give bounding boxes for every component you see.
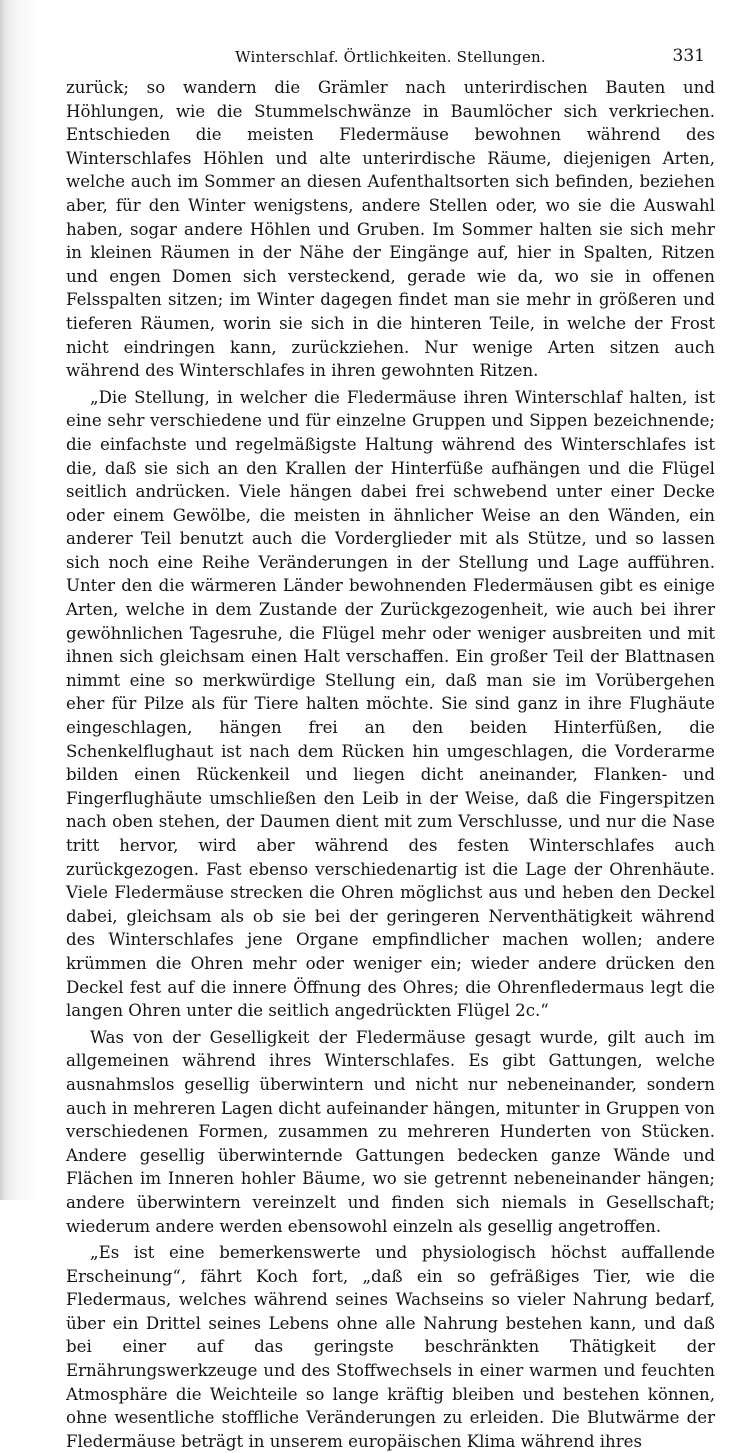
paragraph-continued: zurück; so wandern die Grämler nach unterirdischen Bauten und Höhlungen, wie die Stummelschwänze in Baumlöcher sich verkriechen. Entschieden die meisten Fledermäuse bewohnen während des Winterschlafes Höhlen und alte unterirdische Räume, diejenigen Arten, welche auch im Sommer an diesen Aufenthaltsorten sich befinden, beziehen aber, für den Winter wenigstens, andere Stellen oder, wo sie die Auswahl haben, sogar andere Höhlen und Gruben. Im Sommer halten sie sich mehr in kleinen Räumen in der Nähe der Eingänge auf, hier in Spalten, Ritzen und engen Domen sich versteckend, gerade wie da, wo sie in offenen Felsspalten sitzen; im Winter dagegen findet man sie mehr in größeren und tieferen Räumen, worin sie sich in die hinteren Teile, in welche der Frost nicht eindringen kann, zurückziehen. Nur wenige Arten sitzen auch während des Winterschlafes in ihren gewohnten Ritzen. (66, 78, 715, 381)
paragraph-quote-koch: „Es ist eine bemerkenswerte und physiologisch höchst auffallende Erscheinung“, fährt Koch fort, „daß ein so gefräßiges Tier, wie die Fledermaus, welches während seines Wachseins so vieler Nahrung bedarf, über ein Drittel seines Lebens ohne alle Nahrung bestehen kann, und daß bei einer auf das geringste beschränkten Thätigkeit der Ernährungswerkzeuge und des Stoffwechsels in einer warmen und feuchten Atmosphäre die Weichteile so lange kräftig bleiben und bestehen können, ohne wesentliche stoffliche Veränderungen zu erleiden. Die Blutwärme der Fledermäuse beträgt in unserem europäischen Klima während ihres (66, 1243, 715, 1451)
page-number: 331 (672, 46, 705, 66)
running-head (66, 44, 715, 74)
running-title: Winterschlaf. Örtlichkeiten. Stellungen. (235, 48, 546, 66)
paragraph-geselligkeit: Was von der Geselligkeit der Fledermäuse gesagt wurde, gilt auch im allgemeinen während ihres Winterschlafes. Es gibt Gattungen, welche ausnahmslos gesellig überwintern und nicht nur nebeneinander, sondern auch in mehreren Lagen dicht aufeinander hängen, mitunter in Gruppen von verschiedenen Formen, zusammen zu mehreren Hunderten von Stücken. Andere gesellig überwinternde Gattungen bedecken ganze Wände und Flächen im Inneren hohler Bäume, wo sie getrennt nebeneinander hängen; andere überwintern vereinzelt und finden sich niemals in Gesellschaft; wiederum andere werden ebensowohl einzeln als gesellig angetroffen. (66, 1027, 715, 1236)
paragraph-quote-stellung: „Die Stellung, in welcher die Fledermäuse ihren Winterschlaf halten, ist eine sehr verschiedene und für einzelne Gruppen und Sippen bezeichnende; die einfachste und regelmäßigste Haltung während des Winterschlafes ist die, daß sie sich an den Krallen der Hinterfüße aufhängen und die Flügel seitlich andrücken. Viele hängen dabei frei schwebend unter einer Decke oder einem Gewölbe, die meisten in ähnlicher Weise an den Wänden, ein anderer Teil benutzt auch die Vorderglieder mit als Stütze, und so lassen sich noch eine Reihe Veränderungen in der Stellung und Lage aufführen. Unter den die wärmeren Länder bewohnenden Fledermäusen gibt es einige Arten, welche in dem Zustande der Zurückgezogenheit, wie auch bei ihrer gewöhnlichen Tagesruhe, die Flügel mehr oder weniger ausbreiten und mit ihnen sich gleichsam einen Halt verschaffen. Ein großer Teil der Blattnasen nimmt eine so merkwürdige Stellung ein, daß man sie im Vorübergehen eher für Pilze als für Tiere halten möchte. Sie sind ganz in ihre Flughäute eingeschlagen, hängen frei an den beiden Hinterfüßen, die Schenkelflughaut ist nach dem Rücken hin umgeschlagen, die Vorderarme bilden einen Rückenkeil und liegen dicht aneinander, Flanken- und Fingerflughäute umschließen den Leib in der Weise, daß die Fingerspitzen nach oben stehen, der Daumen dient mit zum Verschlusse, und nur die Nase tritt hervor, wird aber während des festen Winterschlafes auch zurückgezogen. Fast ebenso verschiedenartig ist die Lage der Ohrenhäute. Viele Fledermäuse strecken die Ohren möglichst aus und heben den Deckel dabei, gleichsam als ob sie bei der geringeren Nerventhätigkeit während des Winterschlafes jene Organe empfindlicher machen wollen; andere krümmen die Ohren mehr oder weniger ein; wieder andere drücken den Deckel fest auf die innere Öffnung des Ohres; die Ohrenfledermaus legt die langen Ohren unter die seitlich angedrückten Flügel 2c.“ (66, 387, 715, 1021)
body-text (66, 76, 715, 1453)
